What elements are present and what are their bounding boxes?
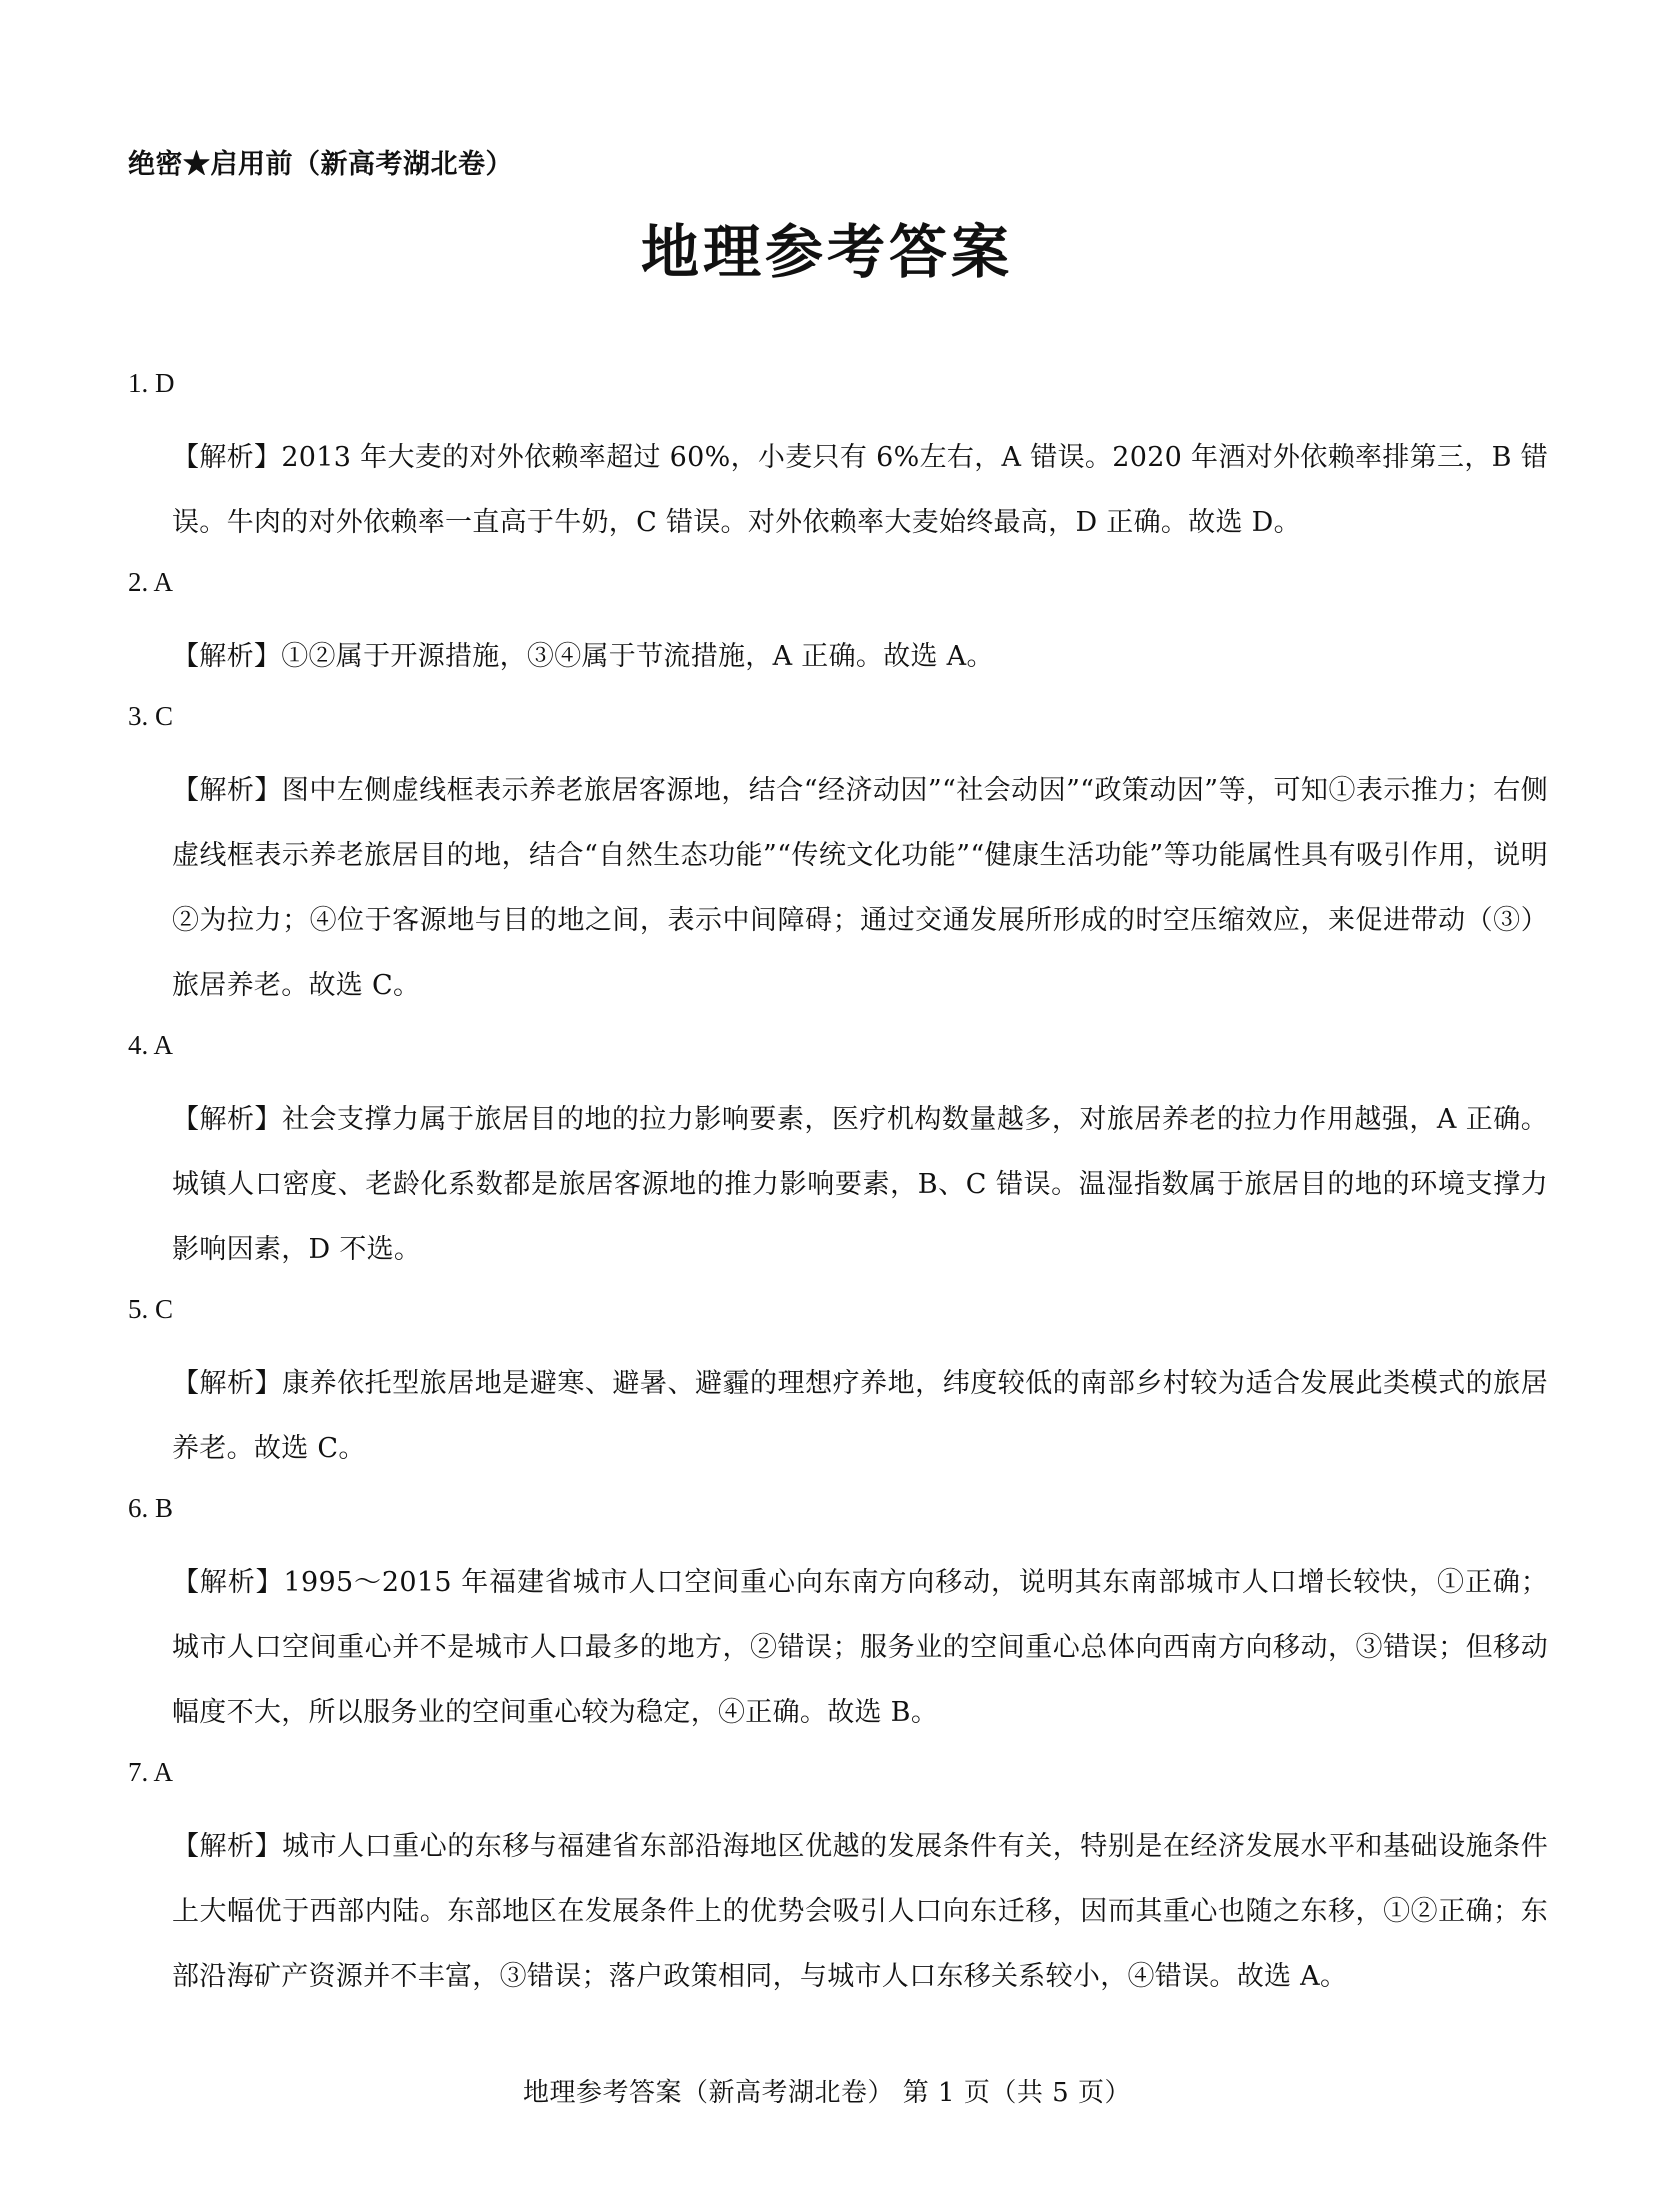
analysis-paragraph [128, 1087, 1548, 1282]
page-footer: 地理参考答案（新高考湖北卷） 第 1 页（共 5 页） [523, 2078, 1131, 2108]
question-number: 5. C [128, 1294, 174, 1324]
analysis-tag: 【解析】 [172, 1567, 284, 1598]
document-title: 地理参考答案 [640, 218, 1013, 286]
answer-item [128, 561, 1548, 689]
analysis-paragraph [128, 1550, 1548, 1745]
answer-item [128, 1751, 1548, 2009]
analysis-tag: 【解析】 [172, 1831, 283, 1862]
question-number: 2. A [128, 567, 174, 597]
analysis-tag: 【解析】 [172, 1368, 283, 1399]
answer-item [128, 1024, 1548, 1282]
analysis-tag: 【解析】 [172, 641, 282, 672]
analysis-text: 图中左侧虚线框表示养老旅居客源地，结合“经济动因”“社会动因”“政策动因”等，可知①表示推力；右侧虚线框表示养老旅居目的地，结合“自然生态功能”“传统文化功能”“健康生活功能”等功能属性具有吸引作用，说明②为拉力；④位于客源地与目的地之间，表示中间障碍；通过交通发展所形成的时空压缩效应，来促进带动（③）旅居养老。故选 C。 [172, 775, 1548, 1001]
analysis-text: 城市人口重心的东移与福建省东部沿海地区优越的发展条件有关，特别是在经济发展水平和基础设施条件上大幅优于西部内陆。东部地区在发展条件上的优势会吸引人口向东迁移，因而其重心也随之东移，①②正确；东部沿海矿产资源并不丰富，③错误；落户政策相同，与城市人口东移关系较小，④错误。故选 A。 [172, 1831, 1548, 1992]
analysis-text: 康养依托型旅居地是避寒、避暑、避霾的理想疗养地，纬度较低的南部乡村较为适合发展此类模式的旅居养老。故选 C。 [172, 1368, 1548, 1464]
answer-item [128, 362, 1548, 555]
question-number: 1. D [128, 368, 175, 398]
analysis-tag: 【解析】 [172, 1104, 282, 1135]
analysis-paragraph [128, 758, 1548, 1018]
question-number: 3. C [128, 701, 174, 731]
analysis-paragraph [128, 624, 1548, 689]
answer-item [128, 1487, 1548, 1745]
analysis-paragraph [128, 425, 1548, 555]
answer-item [128, 695, 1548, 1018]
analysis-tag: 【解析】 [172, 442, 282, 473]
question-number: 6. B [128, 1493, 174, 1523]
analysis-text: ①②属于开源措施，③④属于节流措施，A 正确。故选 A。 [281, 641, 994, 672]
question-number: 4. A [128, 1030, 174, 1060]
confidential-header: 绝密★启用前（新高考湖北卷） [128, 149, 513, 180]
analysis-tag: 【解析】 [172, 775, 282, 806]
analysis-text: 1995～2015 年福建省城市人口空间重心向东南方向移动，说明其东南部城市人口增长较快，①正确；城市人口空间重心并不是城市人口最多的地方，②错误；服务业的空间重心总体向西南方向移动，③错误；但移动幅度不大，所以服务业的空间重心较为稳定，④正确。故选 B。 [172, 1567, 1548, 1728]
answer-item [128, 1288, 1548, 1481]
analysis-text: 社会支撑力属于旅居目的地的拉力影响要素，医疗机构数量越多，对旅居养老的拉力作用越强，A 正确。城镇人口密度、老龄化系数都是旅居客源地的推力影响要素，B、C 错误。温湿指数属于旅居目的地的环境支撑力影响因素，D 不选。 [172, 1104, 1548, 1265]
analysis-text: 2013 年大麦的对外依赖率超过 60%，小麦只有 6%左右，A 错误。2020 年酒对外依赖率排第三，B 错误。牛肉的对外依赖率一直高于牛奶，C 错误。对外依赖率大麦始终最高，D 正确。故选 D。 [172, 442, 1548, 538]
analysis-paragraph [128, 1814, 1548, 2009]
answer-list [128, 362, 1548, 2015]
analysis-paragraph [128, 1351, 1548, 1481]
question-number: 7. A [128, 1757, 174, 1787]
